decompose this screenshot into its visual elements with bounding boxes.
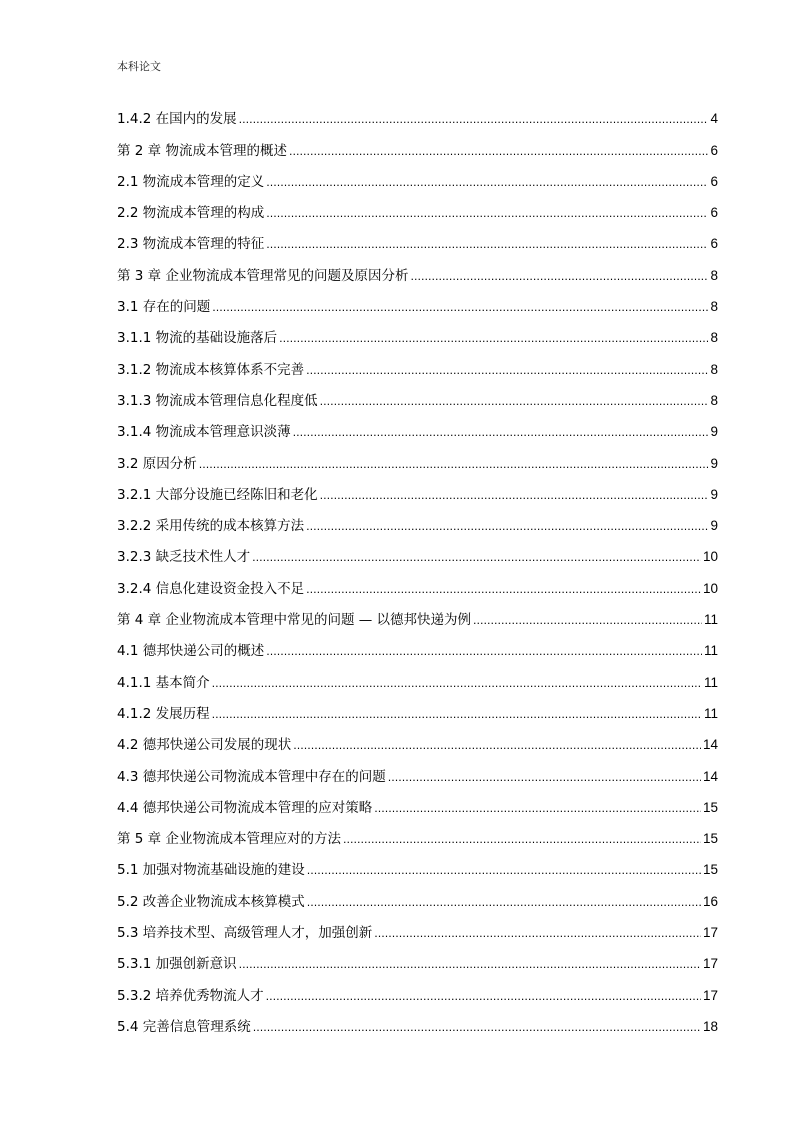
toc-entry-3-2-1[interactable]: [117, 475, 718, 506]
toc-entry-3-2-4[interactable]: [117, 568, 718, 599]
toc-entry-chapter-3[interactable]: [117, 255, 718, 286]
toc-leader-dots: [266, 177, 708, 188]
toc-entry-3-1[interactable]: [117, 287, 718, 318]
toc-entry-label: 5.2 改善企业物流成本核算模式: [117, 893, 305, 910]
toc-entry-1-4-2[interactable]: [117, 99, 718, 130]
toc-entry-label: 3.2.1 大部分设施已经陈旧和老化: [117, 486, 318, 503]
toc-page-number: 8: [710, 361, 718, 377]
toc-leader-dots: [239, 959, 701, 970]
toc-leader-dots: [320, 396, 709, 407]
toc-entry-label: 3.1.2 物流成本核算体系不完善: [117, 361, 305, 378]
toc-leader-dots: [212, 302, 708, 313]
toc-leader-dots: [374, 928, 701, 939]
toc-entry-chapter-4[interactable]: [117, 600, 718, 631]
toc-entry-label: 3.1.4 物流成本管理意识淡薄: [117, 424, 291, 441]
toc-entry-2-2[interactable]: [117, 193, 718, 224]
toc-page-number: 10: [702, 580, 718, 596]
toc-entry-3-2[interactable]: [117, 443, 718, 474]
toc-entry-3-1-4[interactable]: [117, 412, 718, 443]
toc-entry-label: 第 4 章 企业物流成本管理中常见的问题 — 以德邦快递为例: [117, 612, 472, 629]
toc-entry-label: 1.4.2 在国内的发展: [117, 111, 237, 128]
toc-page-number: 10: [702, 549, 718, 565]
toc-leader-dots: [306, 584, 701, 595]
toc-entry-label: 5.4 完善信息管理系统: [117, 1018, 251, 1035]
toc-page-number: 6: [710, 236, 718, 252]
toc-entry-label: 2.2 物流成本管理的构成: [117, 205, 265, 222]
toc-page-number: 15: [702, 831, 718, 847]
toc-leader-dots: [266, 208, 708, 219]
toc-entry-label: 3.1 存在的问题: [117, 299, 211, 316]
toc-entry-label: 4.1.2 发展历程: [117, 705, 210, 722]
toc-page-number: 9: [710, 518, 718, 534]
toc-page-number: 16: [702, 893, 718, 909]
toc-entry-4-2[interactable]: [117, 725, 718, 756]
toc-entry-chapter-2[interactable]: [117, 130, 718, 161]
toc-leader-dots: [410, 271, 708, 282]
toc-leader-dots: [307, 865, 701, 876]
toc-entry-4-1-2[interactable]: [117, 694, 718, 725]
toc-page-number: 8: [710, 267, 718, 283]
toc-entry-3-1-2[interactable]: [117, 349, 718, 380]
toc-leader-dots: [266, 239, 708, 250]
toc-page-number: 11: [703, 674, 718, 690]
toc-page-number: 4: [710, 111, 718, 127]
toc-leader-dots: [253, 1022, 701, 1033]
toc-page-number: 18: [702, 1018, 718, 1034]
toc-entry-label: 5.1 加强对物流基础设施的建设: [117, 862, 305, 879]
toc-entry-label: 5.3.2 培养优秀物流人才: [117, 987, 264, 1004]
toc-page-number: 6: [710, 205, 718, 221]
toc-entry-label: 3.2 原因分析: [117, 455, 197, 472]
toc-page-number: 9: [710, 455, 718, 471]
toc-leader-dots: [199, 459, 709, 470]
toc-entry-label: 2.1 物流成本管理的定义: [117, 173, 265, 190]
toc-page-number: 9: [710, 424, 718, 440]
toc-leader-dots: [289, 146, 709, 157]
toc-leader-dots: [388, 772, 701, 783]
toc-leader-dots: [212, 678, 702, 689]
toc-entry-label: 3.2.3 缺乏技术性人才: [117, 549, 251, 566]
toc-entry-4-4[interactable]: [117, 788, 718, 819]
toc-entry-label: 第 5 章 企业物流成本管理应对的方法: [117, 831, 341, 848]
toc-page-number: 14: [702, 768, 718, 784]
toc-leader-dots: [473, 615, 702, 626]
toc-page-number: 14: [702, 737, 718, 753]
toc-leader-dots: [320, 490, 709, 501]
toc-page-number: 8: [710, 299, 718, 315]
toc-leader-dots: [293, 740, 701, 751]
page-header: 本科论文: [117, 60, 161, 73]
toc-entry-label: 4.1.1 基本简介: [117, 674, 210, 691]
toc-page-number: 11: [703, 705, 718, 721]
toc-entry-4-3[interactable]: [117, 756, 718, 787]
toc-entry-5-1[interactable]: [117, 850, 718, 881]
toc-page-number: 15: [702, 862, 718, 878]
toc-page-number: 6: [710, 173, 718, 189]
toc-entry-5-3[interactable]: [117, 913, 718, 944]
toc-entry-label: 2.3 物流成本管理的特征: [117, 236, 265, 253]
toc-entry-3-1-1[interactable]: [117, 318, 718, 349]
toc-page-number: 15: [702, 799, 718, 815]
toc-entry-4-1[interactable]: [117, 631, 718, 662]
toc-leader-dots: [306, 365, 708, 376]
table-of-contents: [117, 99, 718, 1038]
toc-page-number: 9: [710, 486, 718, 502]
toc-leader-dots: [306, 521, 708, 532]
toc-page-number: 17: [702, 956, 718, 972]
toc-leader-dots: [266, 646, 702, 657]
toc-entry-5-4[interactable]: [117, 1007, 718, 1038]
toc-page-number: 8: [710, 392, 718, 408]
toc-page-number: 11: [703, 643, 718, 659]
toc-entry-label: 3.2.4 信息化建设资金投入不足: [117, 580, 305, 597]
toc-leader-dots: [212, 709, 702, 720]
toc-entry-5-2[interactable]: [117, 881, 718, 912]
toc-entry-label: 3.1.1 物流的基础设施落后: [117, 330, 278, 347]
toc-entry-3-1-3[interactable]: [117, 381, 718, 412]
toc-entry-label: 4.3 德邦快递公司物流成本管理中存在的问题: [117, 768, 386, 785]
toc-page-number: 8: [710, 330, 718, 346]
toc-leader-dots: [252, 552, 701, 563]
toc-entry-label: 4.4 德邦快递公司物流成本管理的应对策略: [117, 799, 373, 816]
toc-entry-4-1-1[interactable]: [117, 662, 718, 693]
toc-page-number: 17: [702, 925, 718, 941]
toc-entry-label: 4.2 德邦快递公司发展的现状: [117, 737, 292, 754]
toc-entry-label: 5.3 培养技术型、高级管理人才，加强创新: [117, 925, 373, 942]
toc-entry-5-3-1[interactable]: [117, 944, 718, 975]
toc-leader-dots: [239, 114, 709, 125]
toc-entry-3-2-3[interactable]: [117, 537, 718, 568]
toc-entry-label: 3.2.2 采用传统的成本核算方法: [117, 518, 305, 535]
toc-page-number: 6: [710, 142, 718, 158]
toc-leader-dots: [293, 427, 709, 438]
toc-entry-label: 4.1 德邦快递公司的概述: [117, 643, 265, 660]
toc-entry-2-3[interactable]: [117, 224, 718, 255]
toc-leader-dots: [266, 991, 701, 1002]
toc-page-number: 17: [702, 987, 718, 1003]
toc-entry-2-1[interactable]: [117, 162, 718, 193]
toc-leader-dots: [279, 333, 708, 344]
toc-leader-dots: [307, 897, 701, 908]
toc-entry-label: 3.1.3 物流成本管理信息化程度低: [117, 392, 318, 409]
toc-page-number: 11: [703, 612, 718, 628]
toc-entry-label: 第 2 章 物流成本管理的概述: [117, 142, 287, 159]
toc-entry-3-2-2[interactable]: [117, 506, 718, 537]
toc-entry-5-3-2[interactable]: [117, 975, 718, 1006]
toc-leader-dots: [343, 834, 701, 845]
toc-entry-chapter-5[interactable]: [117, 819, 718, 850]
toc-leader-dots: [374, 803, 701, 814]
toc-entry-label: 第 3 章 企业物流成本管理常见的问题及原因分析: [117, 267, 409, 284]
toc-entry-label: 5.3.1 加强创新意识: [117, 956, 237, 973]
